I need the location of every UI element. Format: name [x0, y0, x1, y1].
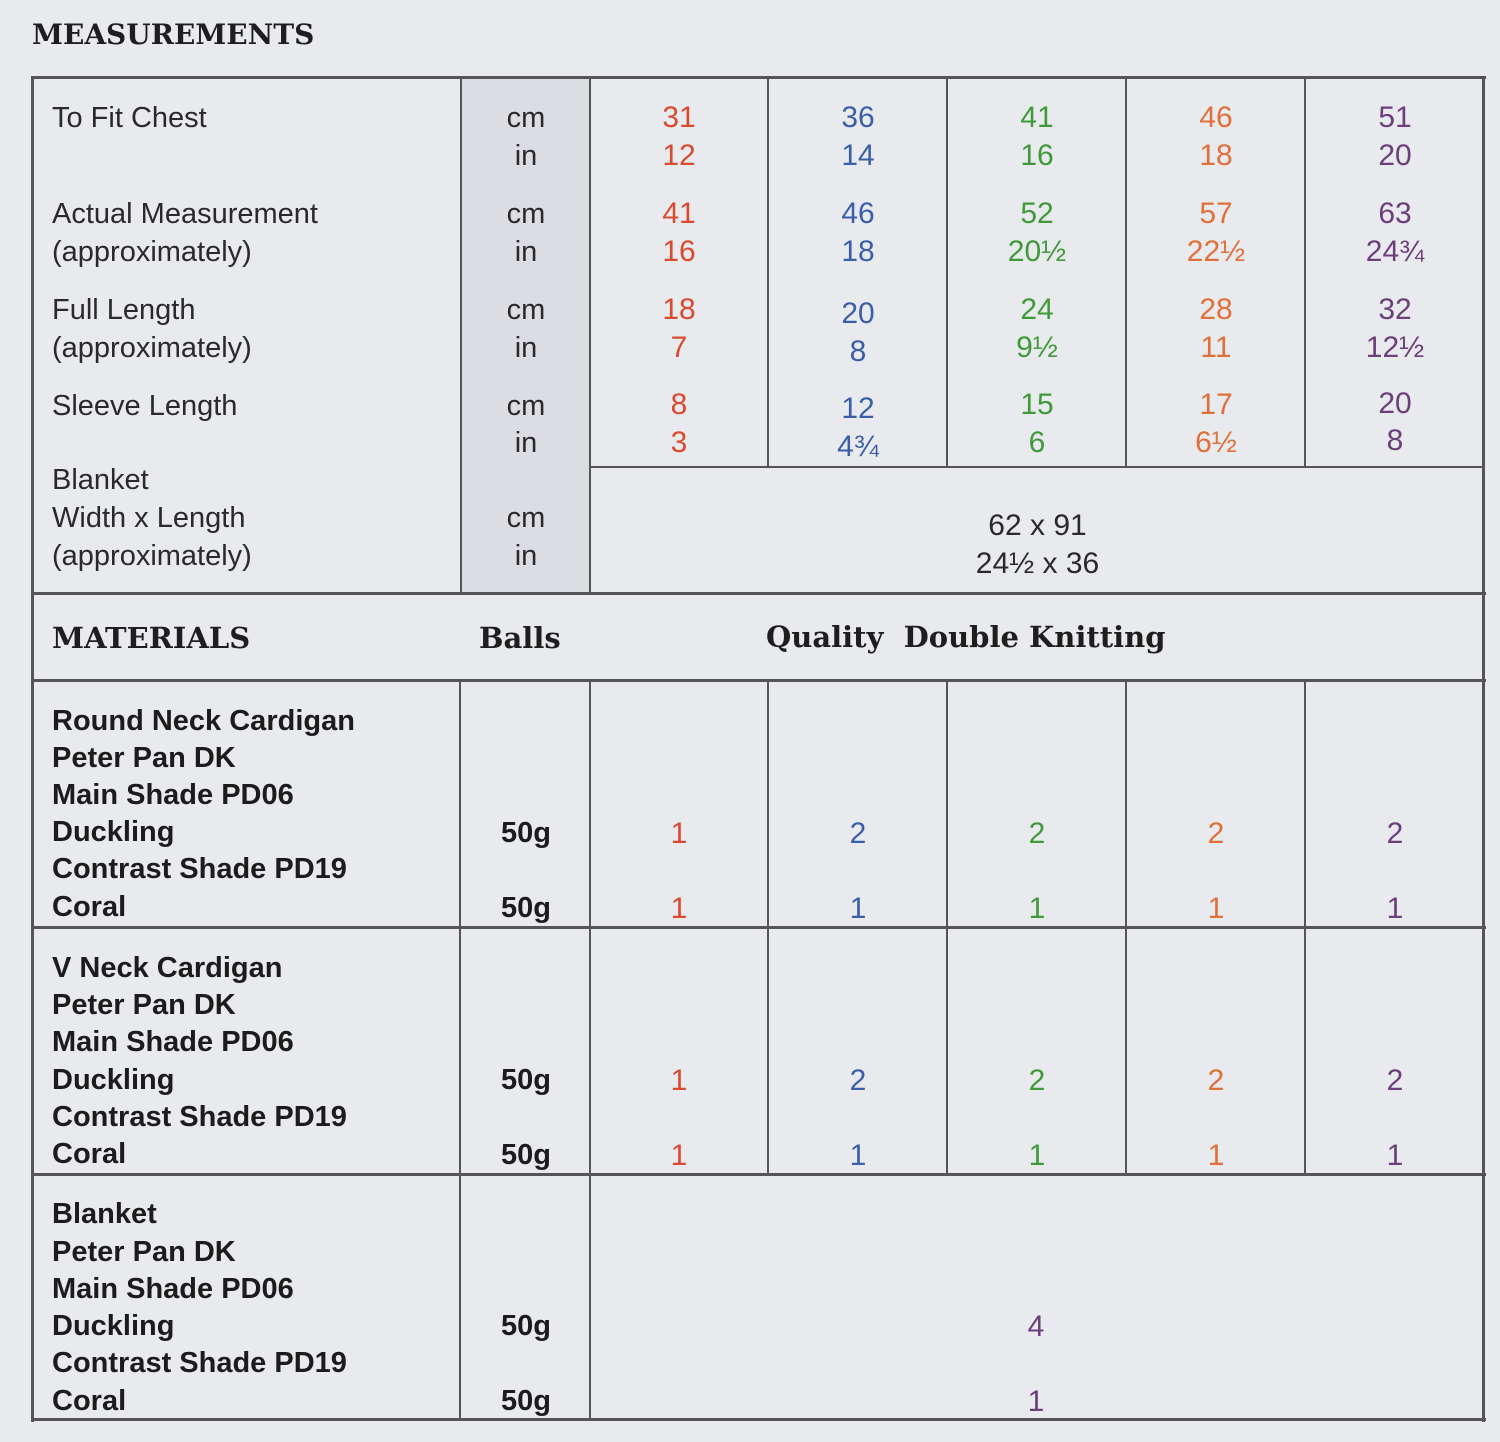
size2-in: 4¾ [837, 430, 879, 463]
materials-heading: MATERIALS [52, 621, 251, 655]
size1-contrast: 1 [670, 892, 688, 925]
size3-cm: 24 [1020, 293, 1054, 326]
size5-main: 2 [1386, 817, 1404, 850]
size3-main: 2 [1028, 817, 1046, 850]
item-yarn: Peter Pan DK [52, 989, 236, 1021]
contrast-weight: 50g [501, 892, 551, 924]
size3-in: 20½ [1007, 235, 1067, 268]
item-contrast-shade: Contrast Shade PD19 [52, 853, 347, 885]
size3-cm: 15 [1020, 388, 1054, 421]
size3-in: 6 [1028, 426, 1046, 459]
unit-cm: cm [506, 102, 546, 134]
size4-cm: 17 [1199, 388, 1233, 421]
row-label-dimensions: Width x Length [52, 502, 246, 534]
size5-cm: 63 [1378, 197, 1412, 230]
row-label-note: (approximately) [52, 332, 252, 364]
size4-in: 22½ [1186, 235, 1246, 268]
item-main-shade: Main Shade PD06 [52, 1026, 294, 1058]
unit-cm: cm [506, 198, 546, 230]
unit-in: in [514, 427, 538, 459]
size2-main: 2 [849, 1064, 867, 1097]
item-contrast-shade: Contrast Shade PD19 [52, 1101, 347, 1133]
size1-in: 12 [662, 139, 696, 172]
size2-cm: 20 [841, 297, 875, 330]
size2-contrast: 1 [849, 1139, 867, 1172]
size2-in: 14 [841, 139, 875, 172]
size1-cm: 41 [662, 197, 696, 230]
size5-contrast: 1 [1386, 892, 1404, 925]
size2-in: 18 [841, 235, 875, 268]
item-main-shade-name: Duckling [52, 816, 175, 848]
item-title: V Neck Cardigan [52, 952, 283, 984]
size1-in: 16 [662, 235, 696, 268]
item-contrast-shade: Contrast Shade PD19 [52, 1347, 347, 1379]
size4-main: 2 [1207, 817, 1225, 850]
size3-cm: 52 [1020, 197, 1054, 230]
main-weight: 50g [501, 1310, 551, 1342]
size4-main: 2 [1207, 1064, 1225, 1097]
size3-main: 2 [1028, 1064, 1046, 1097]
row-label: Actual Measurement [52, 198, 318, 230]
unit-in: in [514, 236, 538, 268]
main-weight: 50g [501, 1064, 551, 1096]
size1-contrast: 1 [670, 1139, 688, 1172]
size4-in: 6½ [1195, 426, 1237, 459]
item-contrast-shade-name: Coral [52, 1138, 127, 1170]
size1-in: 3 [670, 426, 688, 459]
size3-cm: 41 [1020, 101, 1054, 134]
balls-heading: Balls [479, 621, 561, 655]
contrast-weight: 50g [501, 1139, 551, 1171]
size3-in: 9½ [1016, 331, 1058, 364]
item-yarn: Peter Pan DK [52, 1236, 236, 1268]
item-contrast-shade-name: Coral [52, 1385, 127, 1417]
unit-cm: cm [506, 294, 546, 326]
size5-cm: 32 [1378, 293, 1412, 326]
size2-contrast: 1 [849, 892, 867, 925]
size5-in: 12½ [1365, 331, 1425, 364]
quality-heading: Quality Double Knitting [766, 620, 1166, 654]
size4-cm: 46 [1199, 101, 1233, 134]
unit-in: in [514, 140, 538, 172]
item-main-shade: Main Shade PD06 [52, 1273, 294, 1305]
row-label: Full Length [52, 294, 196, 326]
row-label-note: (approximately) [52, 236, 252, 268]
size5-cm: 51 [1378, 101, 1412, 134]
row-label: Sleeve Length [52, 390, 238, 422]
size1-in: 7 [670, 331, 688, 364]
measurements-heading: MEASUREMENTS [32, 18, 315, 51]
size5-contrast: 1 [1386, 1139, 1404, 1172]
size4-contrast: 1 [1207, 1139, 1225, 1172]
contrast-weight: 50g [501, 1385, 551, 1417]
size4-contrast: 1 [1207, 892, 1225, 925]
size1-main: 1 [670, 1064, 688, 1097]
size4-in: 18 [1199, 139, 1233, 172]
blanket-size-in: 24½ x 36 [975, 547, 1100, 580]
size3-contrast: 1 [1028, 892, 1046, 925]
blanket-contrast-balls: 1 [1027, 1385, 1045, 1418]
size4-cm: 57 [1199, 197, 1233, 230]
size2-cm: 12 [841, 392, 875, 425]
size4-in: 11 [1200, 331, 1232, 364]
unit-cm: cm [506, 390, 546, 422]
unit-cm: cm [506, 502, 546, 534]
item-contrast-shade-name: Coral [52, 891, 127, 923]
size2-cm: 46 [841, 197, 875, 230]
size2-main: 2 [849, 817, 867, 850]
size5-cm: 20 [1378, 387, 1412, 420]
size5-main: 2 [1386, 1064, 1404, 1097]
item-main-shade-name: Duckling [52, 1310, 175, 1342]
size5-in: 24¾ [1365, 235, 1425, 268]
item-title: Blanket [52, 1198, 157, 1230]
size4-cm: 28 [1199, 293, 1233, 326]
size1-cm: 8 [670, 388, 688, 421]
blanket-size-cm: 62 x 91 [988, 509, 1087, 542]
size3-contrast: 1 [1028, 1139, 1046, 1172]
size1-main: 1 [670, 817, 688, 850]
unit-in: in [514, 332, 538, 364]
blanket-main-balls: 4 [1027, 1310, 1045, 1343]
row-label-note: (approximately) [52, 540, 252, 572]
item-title: Round Neck Cardigan [52, 705, 355, 737]
main-weight: 50g [501, 817, 551, 849]
item-main-shade: Main Shade PD06 [52, 779, 294, 811]
item-main-shade-name: Duckling [52, 1064, 175, 1096]
size1-cm: 31 [662, 101, 696, 134]
row-label: To Fit Chest [52, 102, 207, 134]
unit-in: in [514, 540, 538, 572]
size2-cm: 36 [841, 101, 875, 134]
size5-in: 8 [1386, 424, 1404, 457]
row-label: Blanket [52, 464, 149, 496]
size5-in: 20 [1378, 139, 1412, 172]
size1-cm: 18 [662, 293, 696, 326]
size3-in: 16 [1020, 139, 1054, 172]
item-yarn: Peter Pan DK [52, 742, 236, 774]
size2-in: 8 [849, 335, 867, 368]
